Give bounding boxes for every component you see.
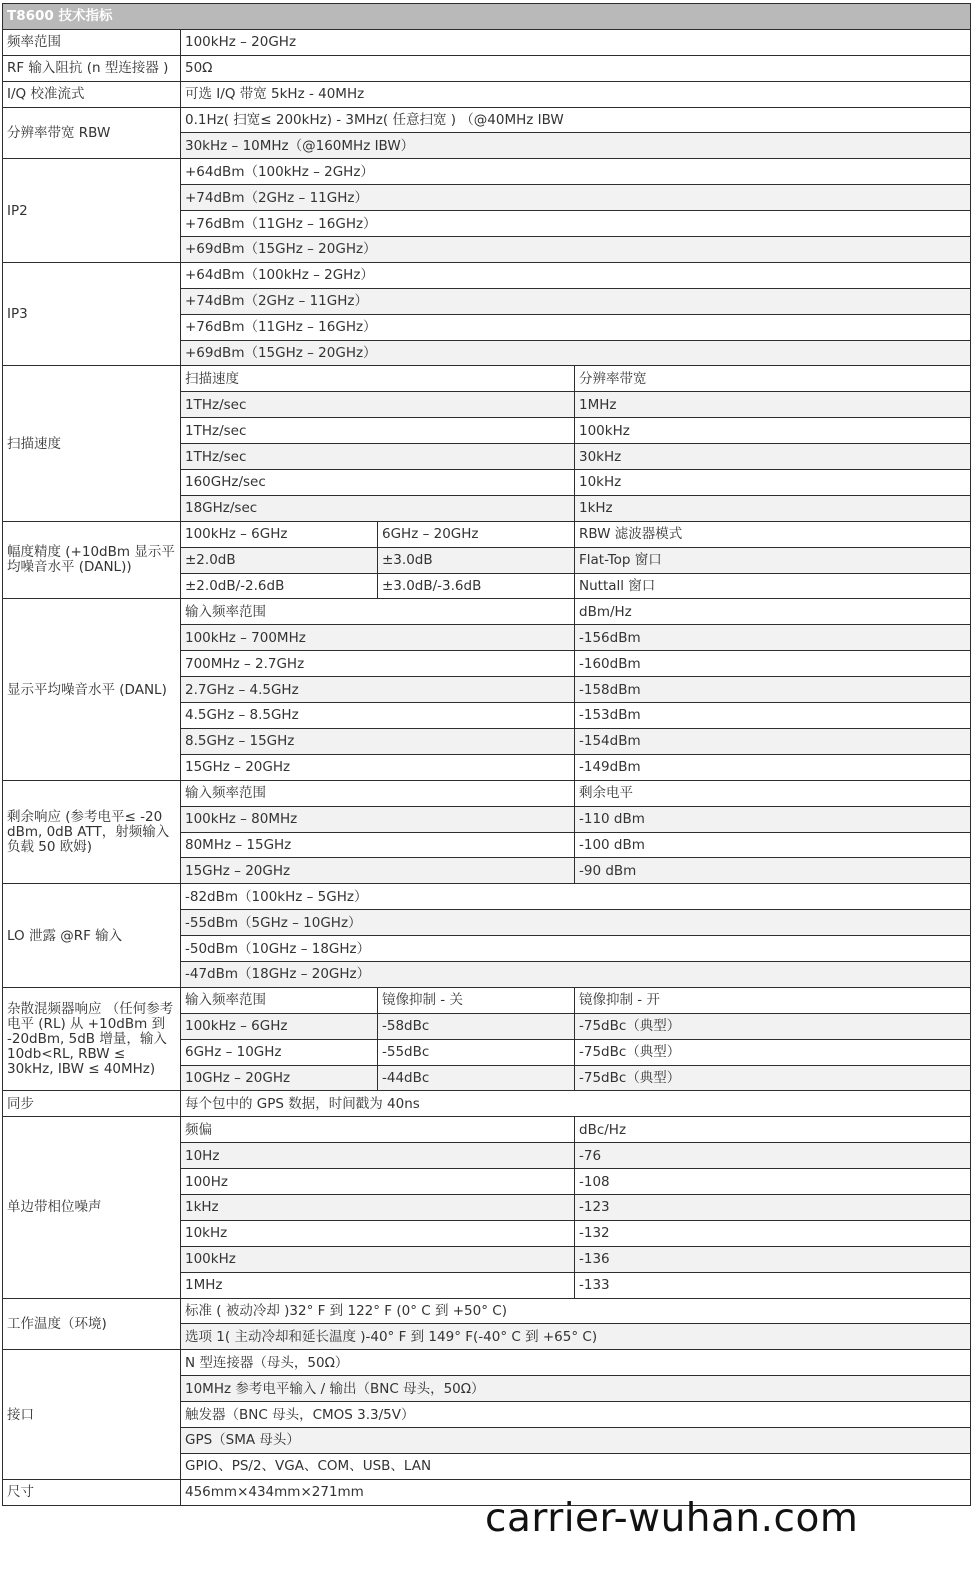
table-row xyxy=(3,107,971,133)
spec-value: 100kHz xyxy=(575,418,971,444)
table-row xyxy=(3,366,971,392)
spec-label: 剩余响应 (参考电平≤ -20 dBm, 0dB ATT，射频输入负载 50 欧姆) xyxy=(3,780,181,884)
table-row xyxy=(3,599,971,625)
table-title: T8600 技术指标 xyxy=(3,4,971,30)
spec-value: 160GHz/sec xyxy=(181,470,575,496)
spec-label: 同步 xyxy=(3,1091,181,1117)
spec-value: 10MHz 参考电平输入 / 输出（BNC 母头，50Ω） xyxy=(181,1376,971,1402)
spec-value: -82dBm（100kHz – 5GHz） xyxy=(181,884,971,910)
spec-label: 频率范围 xyxy=(3,29,181,55)
table-row xyxy=(3,1117,971,1143)
spec-value: 6GHz – 10GHz xyxy=(181,1039,378,1065)
spec-value: GPS（SMA 母头） xyxy=(181,1427,971,1453)
spec-value: 8.5GHz – 15GHz xyxy=(181,728,575,754)
spec-value: 700MHz – 2.7GHz xyxy=(181,651,575,677)
table-row xyxy=(3,81,971,107)
spec-value: -108 xyxy=(575,1169,971,1195)
table-row xyxy=(3,1350,971,1376)
title-row xyxy=(3,4,971,30)
spec-label: 显示平均噪音水平 (DANL) xyxy=(3,599,181,780)
spec-value: -153dBm xyxy=(575,703,971,729)
spec-value: 10Hz xyxy=(181,1143,575,1169)
spec-value: 100kHz xyxy=(181,1246,575,1272)
table-row xyxy=(3,1298,971,1324)
spec-value: -156dBm xyxy=(575,625,971,651)
spec-value: -110 dBm xyxy=(575,806,971,832)
spec-value: 镜像抑制 - 关 xyxy=(378,987,575,1013)
spec-label: 接口 xyxy=(3,1350,181,1479)
table-row xyxy=(3,55,971,81)
spec-value: -55dBc xyxy=(378,1039,575,1065)
spec-value: 扫描速度 xyxy=(181,366,575,392)
spec-value: 输入频率范围 xyxy=(181,987,378,1013)
spec-value: -90 dBm xyxy=(575,858,971,884)
spec-value: 1kHz xyxy=(575,495,971,521)
spec-value: dBc/Hz xyxy=(575,1117,971,1143)
spec-value: -55dBm（5GHz – 10GHz） xyxy=(181,910,971,936)
spec-label: 单边带相位噪声 xyxy=(3,1117,181,1298)
spec-value: 1MHz xyxy=(575,392,971,418)
spec-label: 分辨率带宽 RBW xyxy=(3,107,181,159)
spec-value: 2.7GHz – 4.5GHz xyxy=(181,677,575,703)
spec-value: 输入频率范围 xyxy=(181,599,575,625)
spec-value: 30kHz xyxy=(575,444,971,470)
spec-value: 18GHz/sec xyxy=(181,495,575,521)
spec-value: -75dBc（典型） xyxy=(575,1039,971,1065)
spec-value: 1kHz xyxy=(181,1194,575,1220)
spec-value: 1THz/sec xyxy=(181,418,575,444)
spec-value: 频偏 xyxy=(181,1117,575,1143)
spec-value: -75dBc（典型） xyxy=(575,1065,971,1091)
spec-value: 100kHz – 6GHz xyxy=(181,1013,378,1039)
spec-value: 1MHz xyxy=(181,1272,575,1298)
spec-value: 0.1Hz( 扫宽≤ 200kHz) - 3MHz( 任意扫宽 ) （@40MHz IBW xyxy=(181,107,971,133)
spec-value: 输入频率范围 xyxy=(181,780,575,806)
spec-value: 触发器（BNC 母头，CMOS 3.3/5V） xyxy=(181,1402,971,1428)
spec-value: 100kHz – 6GHz xyxy=(181,521,378,547)
spec-table-container xyxy=(2,3,970,1506)
spec-value: +76dBm（11GHz – 16GHz） xyxy=(181,211,971,237)
spec-value: 1THz/sec xyxy=(181,444,575,470)
spec-value: 可选 I/Q 带宽 5kHz - 40MHz xyxy=(181,81,971,107)
spec-table xyxy=(2,3,971,1506)
watermark-text: carrier-wuhan.com xyxy=(485,1496,859,1541)
spec-value: -58dBc xyxy=(378,1013,575,1039)
spec-value: -132 xyxy=(575,1220,971,1246)
spec-value: 6GHz – 20GHz xyxy=(378,521,575,547)
spec-label: IP3 xyxy=(3,262,181,366)
spec-value: 标准 ( 被动冷却 )32° F 到 122° F (0° C 到 +50° C) xyxy=(181,1298,971,1324)
spec-value: +64dBm（100kHz – 2GHz） xyxy=(181,262,971,288)
spec-value: -76 xyxy=(575,1143,971,1169)
spec-value: -160dBm xyxy=(575,651,971,677)
spec-value: 100kHz – 700MHz xyxy=(181,625,575,651)
spec-value: Nuttall 窗口 xyxy=(575,573,971,599)
spec-value: 剩余电平 xyxy=(575,780,971,806)
spec-value: -50dBm（10GHz – 18GHz） xyxy=(181,936,971,962)
spec-value: GPIO、PS/2、VGA、COM、USB、LAN xyxy=(181,1453,971,1479)
spec-value: 80MHz – 15GHz xyxy=(181,832,575,858)
spec-value: 100kHz – 20GHz xyxy=(181,29,971,55)
spec-label: 杂散混频器响应 （任何参考电平 (RL) 从 +10dBm 到 -20dBm, 5dB 增量，输入 10db<RL, RBW ≤ 30kHz, IBW ≤ 40MHz) xyxy=(3,987,181,1091)
table-row xyxy=(3,262,971,288)
spec-value: -100 dBm xyxy=(575,832,971,858)
spec-value: -136 xyxy=(575,1246,971,1272)
spec-value: 分辨率带宽 xyxy=(575,366,971,392)
spec-value: ±2.0dB/-2.6dB xyxy=(181,573,378,599)
spec-label: LO 泄露 @RF 输入 xyxy=(3,884,181,988)
spec-label: RF 输入阻抗 (n 型连接器 ) xyxy=(3,55,181,81)
spec-value: 10kHz xyxy=(181,1220,575,1246)
spec-label: IP2 xyxy=(3,159,181,263)
spec-value: 456mm×434mm×271mm xyxy=(181,1479,971,1505)
spec-value: -47dBm（18GHz – 20GHz） xyxy=(181,961,971,987)
spec-value: +69dBm（15GHz – 20GHz） xyxy=(181,237,971,263)
table-row xyxy=(3,780,971,806)
table-row xyxy=(3,884,971,910)
spec-value: -133 xyxy=(575,1272,971,1298)
spec-label: 工作温度（环境) xyxy=(3,1298,181,1350)
spec-value: 1THz/sec xyxy=(181,392,575,418)
spec-value: 每个包中的 GPS 数据，时间戳为 40ns xyxy=(181,1091,971,1117)
spec-value: 100kHz – 80MHz xyxy=(181,806,575,832)
spec-value: 50Ω xyxy=(181,55,971,81)
spec-value: ±2.0dB xyxy=(181,547,378,573)
spec-label: 幅度精度 (+10dBm 显示平均噪音水平 (DANL)) xyxy=(3,521,181,599)
spec-value: -149dBm xyxy=(575,754,971,780)
spec-value: +64dBm（100kHz – 2GHz） xyxy=(181,159,971,185)
spec-value: 4.5GHz – 8.5GHz xyxy=(181,703,575,729)
spec-value: -44dBc xyxy=(378,1065,575,1091)
spec-value: 10GHz – 20GHz xyxy=(181,1065,378,1091)
table-row xyxy=(3,159,971,185)
spec-value: 100Hz xyxy=(181,1169,575,1195)
spec-value: -154dBm xyxy=(575,728,971,754)
spec-value: -123 xyxy=(575,1194,971,1220)
spec-value: 30kHz – 10MHz（@160MHz IBW） xyxy=(181,133,971,159)
spec-value: N 型连接器（母头，50Ω） xyxy=(181,1350,971,1376)
spec-value: +74dBm（2GHz – 11GHz） xyxy=(181,185,971,211)
spec-value: +76dBm（11GHz – 16GHz） xyxy=(181,314,971,340)
table-row xyxy=(3,29,971,55)
spec-value: -75dBc（典型） xyxy=(575,1013,971,1039)
spec-value: 镜像抑制 - 开 xyxy=(575,987,971,1013)
spec-value: +74dBm（2GHz – 11GHz） xyxy=(181,288,971,314)
table-row xyxy=(3,1091,971,1117)
spec-label: I/Q 校准流式 xyxy=(3,81,181,107)
spec-value: 选项 1( 主动冷却和延长温度 )-40° F 到 149° F(-40° C 到 +65° C) xyxy=(181,1324,971,1350)
spec-value: 10kHz xyxy=(575,470,971,496)
spec-value: 15GHz – 20GHz xyxy=(181,754,575,780)
spec-value: Flat-Top 窗口 xyxy=(575,547,971,573)
table-row xyxy=(3,521,971,547)
spec-value: dBm/Hz xyxy=(575,599,971,625)
spec-label: 尺寸 xyxy=(3,1479,181,1505)
spec-label: 扫描速度 xyxy=(3,366,181,521)
spec-value: ±3.0dB/-3.6dB xyxy=(378,573,575,599)
spec-value: -158dBm xyxy=(575,677,971,703)
spec-value: 15GHz – 20GHz xyxy=(181,858,575,884)
spec-value: RBW 滤波器模式 xyxy=(575,521,971,547)
table-row xyxy=(3,987,971,1013)
spec-value: +69dBm（15GHz – 20GHz） xyxy=(181,340,971,366)
spec-value: ±3.0dB xyxy=(378,547,575,573)
spec-table-body xyxy=(3,4,971,1506)
